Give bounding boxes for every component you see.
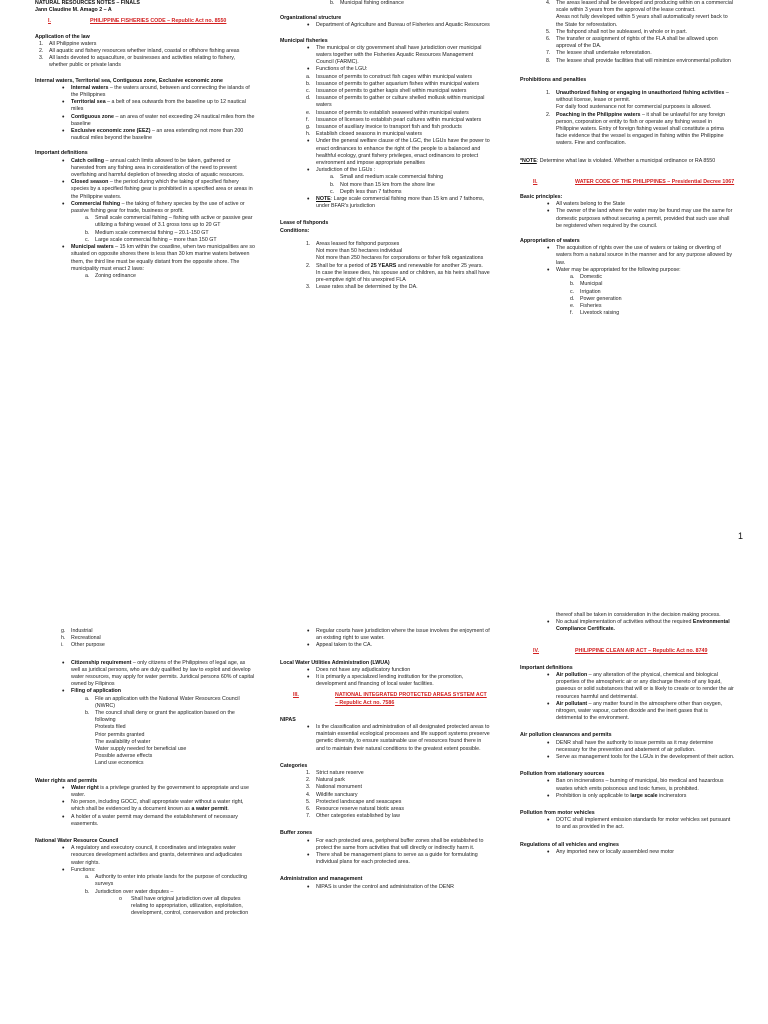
lgu-jurisdiction-list (280, 174, 490, 196)
buffer-zones-list (280, 838, 490, 867)
page-gap (0, 584, 768, 612)
commercial-fishing-sublist (35, 215, 255, 244)
stationary-sources-list (520, 778, 735, 800)
list-item: 4. Wildlife sanctuary (306, 791, 358, 798)
municipal-fisheries-list (280, 45, 490, 74)
list-item: 5. The fishpond shall not be subleased, in whole or in part. (546, 28, 688, 35)
water-rights-list (35, 785, 255, 828)
application-list (35, 41, 255, 70)
list-item: a. Authority to enter into private lands for the purpose of conducting surveys (85, 874, 247, 888)
list-item: • Ban on incinerations – burning of municipal, bio medical and hazardous wastes which emits poisonous and toxic fumes, is prohibited. (556, 778, 735, 792)
list-item: b. Medium scale commercial fishing – 20.1-150 GT (85, 229, 209, 236)
list-item: • Commercial fishing – the taking of fishery species by the use of active or passive fishing gear for trade, business or profit. (71, 201, 255, 215)
basic-principles-list (520, 201, 735, 230)
list-item: a. Issuance of permits to construct fish cages within municipal waters (306, 73, 473, 80)
list-item: d. Issuance of permits to gather or culture shelled mollusk within municipal waters (306, 95, 485, 109)
list-item: f. Livestock raising (570, 310, 620, 317)
list-item: 1. Strict nature reserve (306, 770, 364, 777)
ecc-list (520, 619, 735, 633)
note-2: *NOTE: Determine what law is violated. Whether a municipal ordinance or RA 8550 (520, 157, 716, 164)
list-item: 4. The areas leased shall be developed and producing within on a commercial scale within 3 years from the approval of the lease contract. Areas not fully developed within 5 years shall automatically revert back to the State for reforestation. (546, 0, 733, 28)
section-3-heading (280, 692, 490, 706)
list-item: • Prohibition is only applicable to large scale incinerators (556, 793, 735, 800)
list-item: • It is primarily a specialized lending institution for the promotion, development and financing of local water facilities. (316, 674, 490, 688)
purposes-continued (35, 628, 255, 650)
list-item: 8. The lessee shall provide facilities that will minimize environmental pollution (546, 57, 731, 64)
list-item: c. Irrigation (570, 288, 601, 295)
list-item: • Catch ceiling – annual catch limits allowed to be taken, gathered or harvested from any fishing area in consideration of the need to prevent overfishing and harmful depletion of breeding stocks of aquatic resources. (71, 158, 255, 180)
list-item: 6. The transfer or assignment of rights of the FLA shall be allowed upon approval of the DA. (546, 36, 718, 50)
list-item: c. Depth less than 7 fathoms (330, 188, 402, 195)
section-4-heading (520, 648, 735, 655)
list-item: c. Issuance of permits to gather kapis shell within municipal waters (306, 88, 467, 95)
section-1-heading (35, 18, 255, 25)
list-item: • The acquisition of rights over the use of waters or taking or diverting of waters from a natural source in the manner and for any purpose allowed by law. (556, 245, 735, 267)
list-item: • All waters belong to the State (556, 201, 735, 208)
important-definitions-heading: Important definitions (520, 664, 573, 671)
stationary-sources-heading: Pollution from stationary sources (520, 771, 605, 778)
list-item: • Department of Agriculture and Bureau of Fisheries and Aquatic Resources (316, 22, 490, 29)
list-item: h. Recreational (61, 635, 101, 642)
list-item: o Shall have original jurisdiction over all disputes relating to appropriation, utilization, exploitation, development, control, conservation and protection (119, 895, 249, 917)
list-item: a. Small scale commercial fishing – fishing with active or passive gear utilizing a fishing vessel of 3.1 gross tons up to 20 GT (85, 215, 253, 229)
citizenship-list (35, 660, 255, 696)
list-item: b. The council shall deny or grant the application based on the following Protests filed Prior permits granted The availability of water Water supply needed for beneficial use Possible adverse effects Land use economics (85, 710, 235, 767)
municipal-waters-list (35, 244, 255, 273)
clearances-heading: Air pollution clearances and permits (520, 732, 612, 739)
page-2 (0, 612, 768, 1024)
list-item: • No actual implementation of activities without the required Environmental Compliance Certificate. (556, 619, 735, 633)
page1-column-2 (280, 0, 490, 291)
lwua-heading: Local Water Utilities Administration (LWUA) (280, 659, 390, 666)
nwrc-heading: National Water Resource Council (35, 838, 119, 845)
clearances-list (520, 740, 735, 762)
list-item: i. Other purpose (61, 642, 105, 649)
motor-vehicles-list (520, 817, 735, 831)
list-item: • A regulatory and executory council, it coordinates and integrates water resources development activities and grants, determines and adjudicates water rights. (71, 845, 255, 867)
list-item: 2. All aquatic and fishery resources whether inland, coastal or offshore fishing areas (39, 48, 240, 55)
list-item: • For each protected area, peripheral buffer zones shall be established to protect the same from activities that will directly or indirectly harm it. (316, 838, 490, 852)
basic-principles-heading: Basic principles: (520, 194, 563, 201)
list-item: • Water may be appropriated for the following purpose: (556, 267, 735, 274)
list-item: 5. Protected landscape and seascapes (306, 798, 402, 805)
page-number: 1 (738, 531, 744, 541)
section-4-number: IV. (533, 647, 539, 654)
list-item: 3. All lands devoted to aquaculture, or businesses and activities relating to fishery, whether public or private lands (39, 55, 235, 69)
regulations-list (520, 849, 735, 856)
list-item: b. Jurisdiction over water disputes – (85, 888, 174, 895)
section-3-title: NATIONAL INTEGRATED PROTECTED AREAS SYSTEM ACT – Republic Act no. 7586 (335, 692, 487, 706)
section-4-title: PHILIPPINE CLEAN AIR ACT – Republic Act no. 8749 (575, 647, 708, 654)
list-item: • Air pollutant – any matter found in the atmosphere other than oxygen, nitrogen, water vapour, carbon dioxide and the inert gases that is detrimental to the environment. (556, 701, 735, 723)
list-item: • Citizenship requirement – only citizens of the Philippines of legal age, as well as juridical persons, who are duly qualified by law to exploit and develop water resources, may apply for water permits. Juridical persons 60% of capital owned by Filipinos (71, 660, 255, 689)
continued-text: thereof shall be taken in consideration in the decision making process. (556, 612, 721, 618)
list-item: h. Establish closed seasons in municipal waters (306, 131, 422, 138)
prohibitions-heading: Prohibitions and penalties (520, 76, 587, 83)
section-1-title: PHILIPPINE FISHERIES CODE – Republic Act no. 8550 (90, 18, 227, 25)
categories-list (280, 770, 490, 820)
list-item: • Serve as management tools for the LGUs in the development of their action. (556, 754, 735, 761)
courts-list (280, 628, 490, 650)
list-item: b. Not more than 15 km from the shore line (330, 181, 435, 188)
list-item: c. Large scale commercial fishing – more than 150 GT (85, 236, 217, 243)
list-item: • Functions: (71, 867, 255, 874)
lease-conditions-continued (520, 0, 735, 65)
list-item: b. Issuance of permits to gather aquarium fishes within municipal waters (306, 80, 480, 87)
list-item: b. Municipal (570, 281, 603, 288)
list-item: • Filing of application (71, 688, 255, 695)
filing-list (35, 696, 255, 768)
list-item: 1. Unauthorized fishing or engaging in unauthorized fishing activities – without license, lease or permit. For daily food sustenance not for commercial purposes is allowed. (546, 90, 729, 111)
municipal-fisheries-heading: Municipal fisheries (280, 37, 328, 44)
lwua-list (280, 667, 490, 689)
administration-heading: Administration and management (280, 876, 363, 883)
list-item: g. Issuance of auxiliary invoice to transport fish and fish products (306, 124, 462, 131)
list-item: • Under the general welfare clause of the LGC, the LGUs have the power to enact ordinances to enhance the right of the people to a balanced and healthful ecology, grant fishery privileges, enact ordinances to protect environment and impose appropriate penalties (316, 138, 490, 167)
list-item: • The municipal or city government shall have jurisdiction over municipal waters together with the Fisheries Aquatic Resources Management Council (FARMC). (316, 45, 490, 67)
page1-column-1 (35, 0, 255, 280)
section-2-title: WATER CODE OF THE PHILIPPINES – Presidential Decree 1067 (575, 178, 735, 185)
ordinance-continued (280, 0, 490, 7)
internal-waters-list (35, 85, 255, 143)
appropriation-list (520, 245, 735, 274)
list-item: • Contiguous zone – an area of water not exceeding 24 nautical miles from the baseline (71, 114, 255, 128)
list-item: • Water right is a privilege granted by the government to appropriate and use water. (71, 785, 255, 799)
list-item: d. Power generation (570, 295, 622, 302)
list-item: • DENR shall have the authority to issue permits as it may determine necessary for the prevention and abatement of air pollution. (556, 740, 735, 754)
list-item: • A holder of a water permit may demand the establishment of necessary easements. (71, 814, 255, 828)
list-item: • Air pollution – any alteration of the physical, chemical and biological properties of the atmospheric air or any discharge thereto of any liquid, gaseous or solid substances that will or is likely to create or to render the air resources harmful and detrimental. (556, 672, 735, 701)
note-list (280, 196, 490, 210)
document-title: NATURAL RESOURCES NOTES – FINALS (35, 0, 140, 6)
important-definitions-list (520, 672, 735, 722)
list-item: 2. Poaching in the Philippine waters – it shall be unlawful for any foreign person, corporation or entity to fish or operate any fishing vessel in Philippine waters. Entry of foreign fishing vessel shall constitute a prima facie evidence that the vessel is engaged in fishing within the Philippine waters. Fine and confiscation. (546, 111, 725, 147)
list-item: 3. National monument (306, 784, 362, 791)
internal-waters-heading: Internal waters, Territorial sea, Contiguous zone, Exclusive economic zone (35, 77, 223, 84)
list-item: • The owner of the land where the water may be found may use the same for domestic purposes without securing a permit, provided that such use shall be registered when required by the council. (556, 208, 735, 230)
list-item: • Is the classification and administration of all designated protected areas to maintain essential ecological processes and life support systems preserve genetic diversity, to ensure sustainable use of resources found there in and to maintain their natural conditions to the greatest extent possible. (316, 724, 490, 753)
nwrc-functions-list (35, 874, 255, 896)
list-item: a. File an application with the National Water Resources Council (NWRC) (85, 695, 240, 709)
list-item: b. Municipal fishing ordinance (330, 0, 404, 6)
list-item: • Internal waters – the waters around, between and connecting the islands of the Philippines (71, 85, 255, 99)
definitions-list (35, 158, 255, 216)
section-2-heading (520, 179, 735, 186)
prohibitions-list (520, 90, 735, 148)
categories-heading: Categories (280, 762, 308, 769)
list-item: • Exclusive economic zone (EEZ) – an area extending not more than 200 nautical miles beyond the baseline (71, 128, 255, 142)
list-item: • Closed season – the period during which the taking of specified fishery species by a specified fishing gear is prohibited in a specified area or areas in the Philippine waters. (71, 179, 255, 201)
page2-column-3 (520, 612, 735, 856)
list-item: • NIPAS is under the control and administration of the DENR (316, 884, 490, 891)
lease-conditions-list (280, 241, 490, 291)
list-item: • Does not have any adjudicatory function (316, 667, 490, 674)
page2-column-2 (280, 628, 490, 891)
water-rights-heading: Water rights and permits (35, 777, 98, 784)
section-2-number: II. (533, 178, 538, 185)
list-item: • Municipal waters – 15 km within the coastline, when two municipalities are so situated on opposite shores there is less than 30 km marine waters between them, the third line must be equally distant from the opposite shore. The municipality must enact 2 laws: (71, 244, 255, 273)
motor-vehicles-heading: Pollution from motor vehicles (520, 810, 595, 817)
list-item: • Regular courts have jurisdiction where the issue involves the enjoyment of an existing right to use water. (316, 628, 490, 642)
appropriation-heading: Appropriation of waters (520, 238, 580, 245)
nipas-heading: NIPAS (280, 716, 296, 723)
section-3-number: III. (293, 692, 299, 699)
list-item: • No person, including GOCC, shall appropriate water without a water right, which shall be evidenced by a document known as a water permit. (71, 799, 255, 813)
page1-column-3 (520, 0, 735, 317)
list-item: a. Small and medium scale commercial fishing (330, 174, 444, 181)
purposes-list (520, 274, 735, 317)
org-structure-heading: Organizational structure (280, 15, 342, 22)
list-item: 7. The lessee shall undertake reforestation. (546, 50, 652, 57)
list-item: • There shall be management plans to serve as a guide for formulating individual plans for each protected area. (316, 852, 490, 866)
list-item: 6. Resource reserve natural biotic areas (306, 806, 405, 813)
list-item: 1. All Philippine waters (39, 40, 97, 47)
nipas-list (280, 724, 490, 753)
list-item: a. Domestic (570, 274, 603, 281)
list-item: 3. Lease rates shall be determined by the DA. (306, 284, 418, 291)
lgu-functions-list (280, 74, 490, 139)
list-item: • Any imported new or locally assembled new motor (556, 849, 735, 856)
list-item: g. Industrial (61, 628, 93, 634)
buffer-zones-heading: Buffer zones (280, 830, 313, 837)
note-item: • NOTE: Large scale commercial fishing more than 15 km and 7 fathoms, under BFAR's jurisdiction (316, 196, 490, 210)
list-item: • Jurisdiction of the LGUs : (316, 167, 490, 174)
list-item: • DOTC shall implement emission standards for motor vehicles set pursuant to and as provided in the act. (556, 817, 735, 831)
list-item: 7. Other categories established by law (306, 813, 400, 820)
regulations-heading: Regulations of all vehicles and engines (520, 841, 619, 848)
list-item: e. Fisheries (570, 302, 602, 309)
municipal-fisheries-list-2 (280, 138, 490, 174)
list-item: 2. Natural park (306, 777, 345, 784)
municipal-waters-sublist (35, 273, 255, 280)
list-item: • Territorial sea – a belt of sea outwards from the baseline up to 12 nautical miles (71, 99, 255, 113)
org-structure-list (280, 22, 490, 29)
list-item: 1. Areas leased for fishpond purposes Not more than 50 hectares individual Not more than 250 hectares for corporations or fisher folk organizations (306, 240, 484, 262)
page2-column-1 (35, 628, 255, 917)
lease-heading: Lease of fishponds (280, 220, 329, 227)
list-item: • Appeal taken to the CA. (316, 642, 490, 649)
author-line: Jann Claudine M. Amago 2 – A (35, 7, 112, 14)
nwrc-disputes-list (35, 896, 255, 918)
list-item: • Functions of the LGU: (316, 66, 490, 73)
list-item: 2. Shall be for a period of 25 YEARS and renewable for another 25 years. In case the lessee dies, his spouse and or children, as his heirs shall have pre-emptive right of his unexpired FLA (306, 262, 490, 283)
administration-list (280, 884, 490, 891)
application-heading: Application of the law (35, 33, 90, 40)
conditions-heading: Conditions: (280, 227, 310, 234)
nwrc-list (35, 845, 255, 874)
list-item: a. Zoning ordinance (85, 272, 136, 279)
definitions-heading: Important definitions (35, 150, 88, 157)
list-item: e. Issuance of permits to establish seaweed within municipal waters (306, 109, 469, 116)
list-item: f. Issuance of licenses to establish pearl cultures within municipal waters (306, 116, 482, 123)
section-1-number: I. (48, 18, 51, 25)
